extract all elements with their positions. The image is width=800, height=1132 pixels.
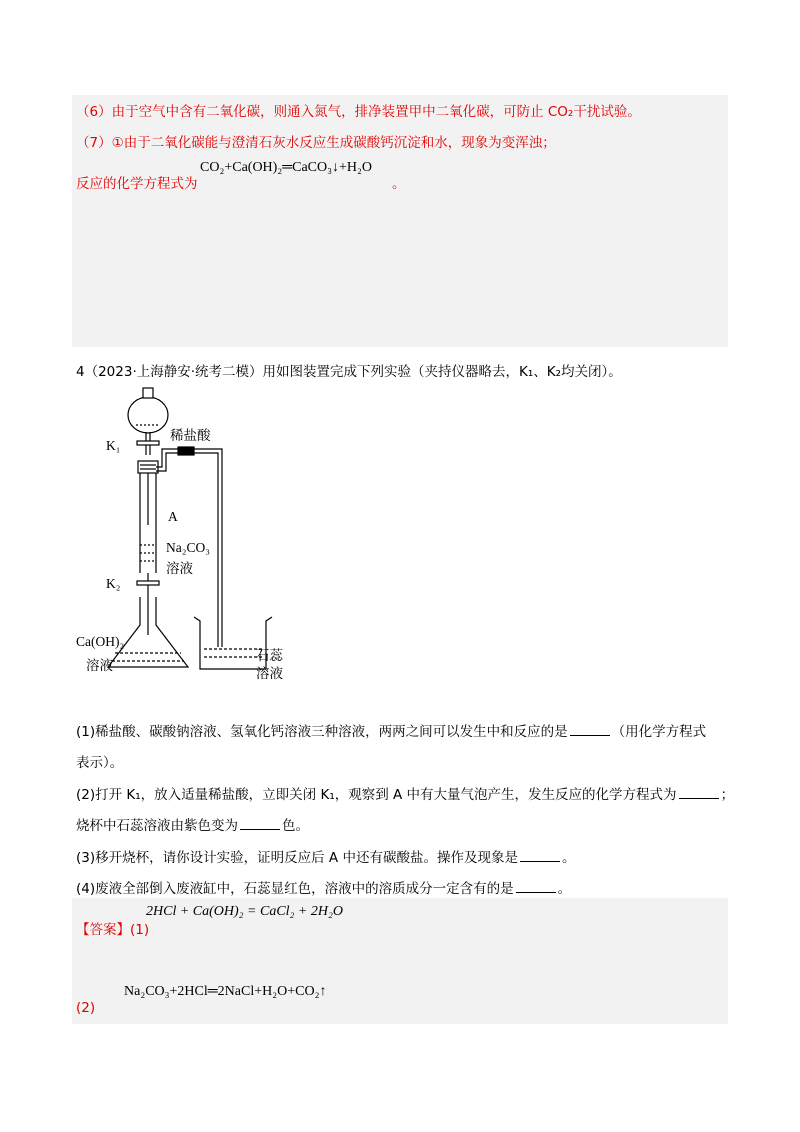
question-2-line-2: 烧杯中石蕊溶液由紫色变为 色。 [76,818,309,834]
question-2-line-1: (2)打开 K₁，放入适量稀盐酸，立即关闭 K₁，观察到 A 中有大量气泡产生，发生反应的化学方程式为 ； [76,787,735,803]
label-k2: K₂ [106,576,121,591]
label-na2co3: Na₂CO₃ [166,540,210,555]
label-na2co3-solution: 溶液 [166,561,193,577]
answer-item-7-suffix: 。 [392,176,406,192]
question-1-line-2: 表示）。 [76,755,124,771]
answer-2-number: (2) [76,1000,96,1016]
answer-2-formula: Na₂CO₃+2HCl═2NaCl+H₂O+CO₂↑ [124,984,327,999]
label-caoh2-solution: 溶液 [86,658,113,674]
label-k1: K₁ [106,438,121,453]
label-litmus-solution: 溶液 [256,666,283,682]
question-4: (4)废液全部倒入废液缸中，石蕊显红色，溶液中的溶质成分一定含有的是 。 [76,881,572,897]
question-3: (3)移开烧杯，请你设计实验，证明反应后 A 中还有碳酸盐。操作及现象是 。 [76,850,576,866]
answer-blank[interactable] [516,892,556,893]
answer-item-7-prefix: 反应的化学方程式为 [76,176,198,192]
answer-1-formula: 2HCl + Ca(OH)₂ = CaCl₂ + 2H₂O [146,904,343,919]
answer-label: 【答案】(1) [76,922,150,938]
answer-blank[interactable] [520,861,560,862]
answer-blank[interactable] [240,829,280,830]
question-title: 4（2023·上海静安·统考二模）用如图装置完成下列实验（夹持仪器略去，K₁、K₂均关闭）。 [76,364,622,380]
question-1-line-1: (1)稀盐酸、碳酸钠溶液、氢氧化钙溶液三种溶液，两两之间可以发生中和反应的是 （用化学方程式 [76,724,707,740]
label-acid: 稀盐酸 [170,428,211,444]
answer-blank[interactable] [679,798,719,799]
answer-blank[interactable] [570,735,610,736]
answer-item-7: （7）①由于二氧化碳能与澄清石灰水反应生成碳酸钙沉淀和水，现象为变浑浊； [76,135,556,151]
answer-item-7-formula: CO₂+Ca(OH)₂═CaCO₃↓+H₂O [200,160,372,175]
label-a: A [168,509,178,524]
label-litmus: 石蕊 [256,648,283,664]
answer-item-6: （6）由于空气中含有二氧化碳，则通入氮气，排净装置甲中二氧化碳，可防止 CO₂干扰试验。 [76,104,641,120]
label-caoh2: Ca(OH)₂ [76,634,125,649]
